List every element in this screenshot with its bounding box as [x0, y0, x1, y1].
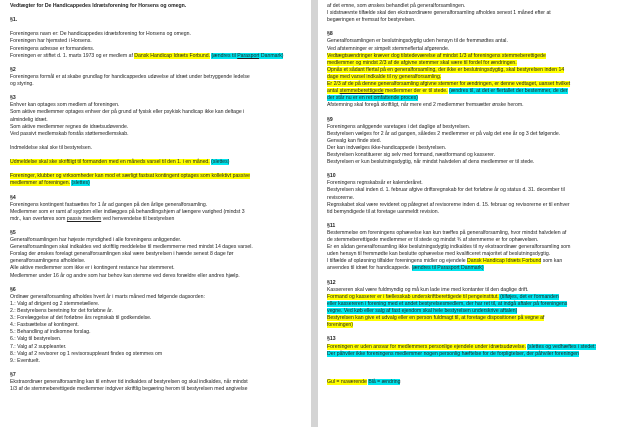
text-run: Bestyrelsen konstituerer sig selv med formand, næstformand og kasserer.	[327, 151, 496, 158]
text-run: Bestyrelsen vælges for 2 år ad gangen, således 2 medlemmer er på valg det ene år og 3 det følgende.	[327, 130, 561, 137]
document-line	[327, 230, 629, 237]
document-line	[10, 379, 303, 386]
text-run: begæringen er fremsat for bestyrelsen.	[327, 17, 416, 24]
text-run: Gul = nuværende	[327, 378, 367, 385]
document-line	[327, 67, 629, 74]
document-line	[327, 251, 629, 258]
text-run: Opnås et sådant flertal på en generalforsamling, der ikke er beslutningsdygtig, skal bestyrelsen inden 14	[327, 66, 565, 73]
section-heading: §7	[10, 371, 16, 378]
document-line	[327, 187, 629, 194]
document-line	[10, 145, 303, 152]
text-run: revisorerne.	[327, 194, 355, 201]
blank-line	[327, 365, 629, 372]
text-run: eller kassereren i forening med et andet bestyrelsesmedlem, der har ret til, at indgå aftaler på foreningens	[327, 300, 568, 307]
text-run: Forslag der ønskes forelagt generalforsamlingen skal være bestyrelsen i hænde senest 8 dage før	[10, 251, 234, 258]
text-run: Foreningen har hjemsted i Horsens.	[10, 38, 92, 45]
text-run: Foreningens formål er at skabe grundlag for handicappedes udøvelse af idræt under betryggende ledelse	[10, 73, 250, 80]
document-line	[327, 46, 629, 53]
document-line	[10, 81, 303, 88]
text-run: 9.: Eventuelt.	[10, 357, 41, 364]
text-run: I tilfælde af opløsning tilfalder foreningens midler og ejendele	[327, 258, 468, 265]
document-line	[10, 244, 303, 251]
document-line	[327, 102, 629, 109]
text-run: de stemmeberettigede medlemmer er til stede og mindst ¾ af stemmerne er for ophævelsen.	[327, 237, 539, 244]
section-heading: §10	[327, 173, 336, 180]
blank-line	[327, 166, 629, 173]
section-heading: §5	[10, 230, 16, 236]
document-line	[10, 109, 303, 116]
document-line	[327, 195, 629, 202]
document-line	[327, 322, 629, 329]
text-run: Blå = ændring	[368, 378, 401, 385]
text-run: Indmeldelse skal ske til bestyrelsen.	[10, 144, 93, 151]
text-run: Som aktive medlemmer optages enhver der på grund af fysisk eller psykisk handicap ikke kan deltage i	[10, 109, 245, 116]
document-line	[327, 294, 629, 301]
section-heading: §4	[10, 194, 16, 201]
document-line	[10, 301, 303, 308]
document-line	[327, 38, 629, 45]
text-run: Genvalg kan finde sted.	[327, 137, 382, 144]
document-line	[10, 131, 303, 138]
document-line	[327, 301, 629, 308]
document-line	[10, 230, 303, 237]
blank-line	[10, 24, 303, 31]
text-run: Formand og kasserer er i fællesskab underskriftberettigede til pengeinstitut.	[327, 293, 499, 300]
text-run: Foreninger, klubber og virksomheder kan mod et særligt fastsat kontingent optages som kollektivt passive	[10, 173, 251, 180]
text-run: uden hensyn til fremmødte kan beslutte ophævelse med kvalificeret majoritet af beslutningsdygtig.	[327, 251, 551, 258]
text-run: ved henvendelse til bestyrelsen	[101, 215, 175, 222]
document-line	[10, 67, 303, 74]
document-line	[10, 258, 303, 265]
document-page-left	[0, 0, 311, 427]
document-line	[10, 173, 303, 180]
text-run: Dansk Handicap Idræts Forbund	[467, 258, 542, 265]
document-line	[327, 138, 629, 145]
text-run: almindelig idræt.	[10, 116, 48, 123]
document-line	[10, 216, 303, 223]
blank-line	[327, 109, 629, 116]
document-line	[327, 351, 629, 358]
text-run: Generalforsamlingen er beslutningsdygtig uden hensyn til de fremmødtes antal.	[327, 38, 508, 45]
text-run: anvendes til idræt for handicappede.	[327, 265, 412, 272]
text-run: (ændres til	[211, 52, 238, 59]
blank-line	[327, 358, 629, 365]
text-run: Der påhviler ikke foreningens medlemmer nogen personlig hæftelse for de forpligtelser, der påhviler foreningen	[327, 350, 580, 357]
text-run: Ved afstemninger er simpelt stemmeflertal afgørende.	[327, 45, 450, 52]
text-run: og styring.	[10, 81, 34, 88]
document-line	[10, 31, 303, 38]
document-line	[327, 258, 629, 265]
blank-line	[327, 216, 629, 223]
text-run: Foreningens navn er: De handicappedes idrætsforening for Horsens og omegn.	[10, 31, 191, 38]
document-line	[10, 202, 303, 209]
text-run: (slettes)	[211, 159, 230, 166]
document-line	[327, 10, 629, 17]
document-line	[10, 95, 303, 102]
text-run: Ved passivt medlemskab forstås støttemedlemskab.	[10, 130, 129, 137]
text-run: vegne. Ved køb eller salg af fast ejendom skal hele bestyrelsen underskrive aftalen)	[327, 308, 518, 315]
blank-line	[10, 365, 303, 372]
document-line	[327, 159, 629, 166]
text-run: Bestyrelsen er kun beslutningsdygtig, når mindst halvdelen af dens medlemmer er til stede.	[327, 159, 535, 166]
blank-line	[327, 273, 629, 280]
document-line	[10, 287, 303, 294]
document-line	[10, 159, 303, 166]
text-run: Der kan indvælges ikke-handicappede i bestyrelsen.	[327, 144, 447, 151]
text-run: (ændres til, at det er flertallet der bestemmer, de der	[449, 88, 568, 95]
blank-line	[10, 152, 303, 159]
document-line	[327, 60, 629, 67]
document-line	[10, 329, 303, 336]
document-line	[10, 38, 303, 45]
document-line	[10, 351, 303, 358]
document-line	[327, 53, 629, 60]
text-run: Foreningens regnskabsår er kalenderåret.	[327, 180, 423, 187]
blank-line	[10, 223, 303, 230]
blank-line	[10, 60, 303, 67]
blank-line	[327, 329, 629, 336]
document-page-right	[318, 0, 635, 427]
document-line	[327, 223, 629, 230]
document-line	[327, 117, 629, 124]
document-line	[10, 209, 303, 216]
text-run: 4.: Fastsættelse af kontingent.	[10, 322, 79, 329]
text-run: medlemmer der er til stede.	[383, 88, 448, 95]
document-line	[10, 46, 303, 53]
text-run: Foreningen er stiftet d. 1. marts 1973 og er medlem af	[10, 52, 135, 59]
document-line	[327, 131, 629, 138]
text-run: 6.: Valg til bestyrelsen.	[10, 336, 62, 343]
section-heading: §11	[327, 222, 336, 229]
text-run: Generalforsamlingen har højeste myndighed i alle foreningens anliggender.	[10, 237, 182, 244]
section-heading: §13	[327, 336, 336, 343]
text-run: der står nu er en ret omfattende proces)	[327, 95, 418, 102]
document-line	[327, 202, 629, 209]
blank-line	[327, 24, 629, 31]
text-run: (tilføjes, det er formanden	[498, 293, 559, 300]
text-run: som kan	[541, 258, 563, 265]
document-line	[10, 273, 303, 280]
text-run: Foreningens kontingent fastsættes for 1 år ad gangen på den årlige generalforsamling.	[10, 201, 208, 208]
text-run: tid bemyndigede til at foretage uanmeldt revision.	[327, 208, 440, 215]
document-line	[10, 315, 303, 322]
blank-line	[10, 88, 303, 95]
blank-line	[10, 10, 303, 17]
text-run: medlemmer af foreningen.	[10, 180, 71, 187]
section-heading: §9	[327, 116, 333, 123]
text-run: Udmeldelse skal ske skriftligt til formanden med en måneds varsel til den 1. i en måned.	[10, 159, 210, 166]
text-run: Danmark)	[259, 52, 284, 59]
document-line	[10, 336, 303, 343]
text-run: Kassereren skal være fuldmyndig og må kun lade ime med kontanter til den daglige drift.	[327, 286, 529, 293]
blank-line	[10, 187, 303, 194]
blank-line	[10, 138, 303, 145]
document-line	[327, 336, 629, 343]
blank-line	[10, 280, 303, 287]
section-heading: §12	[327, 279, 336, 286]
text-run: generalforsamlingens afholdelse.	[10, 258, 86, 265]
section-heading: §3	[10, 95, 16, 102]
text-run: (ændres til Parasport Danmark)	[411, 265, 484, 272]
text-run: 5.: Behandling af indkomne forslag.	[10, 329, 91, 336]
text-run: af det emne, som ønskes behandlet på generalforsamlingen.	[327, 3, 466, 9]
document-line	[10, 117, 303, 124]
text-run: Regnskabet skal være revideret og påtegnet af revisorerne inden d. 15. februar og revisorerne er til enhver	[327, 201, 570, 208]
text-run: Er 2/3 af de på denne generalforsamling afgivne stemmer for ændringen, er denne vedtaget, uanset hvilket	[327, 81, 571, 88]
text-run: Bestyrelsen skal inden d. 1. februar afgive driftsregnskab for det forløbne år og status d. 31. december til	[327, 187, 565, 194]
text-run: mdr., kan overføres som	[10, 215, 67, 222]
text-run: 7.: Valg af 2 suppleanter.	[10, 343, 67, 350]
text-run: passiv medlem	[66, 215, 102, 222]
document-line	[10, 74, 303, 81]
document-line	[327, 124, 629, 131]
text-run: Parasport	[237, 52, 260, 59]
text-run: 1.: Valg af dirigent og 2 stemmetællere.	[10, 300, 100, 307]
text-run: dage med varsel indkalde til ny generalforsamling.	[327, 73, 442, 80]
document-line	[10, 180, 303, 187]
document-line	[10, 344, 303, 351]
document-line	[327, 280, 629, 287]
text-run: Generalforsamlingen skal indkaldes ved skriftlig meddelelse til medlemmerne med mindst 14 dages varsel.	[10, 244, 253, 251]
blank-line	[327, 372, 629, 379]
text-run: medlemmer og mindst 2/3 af de afgivne stemmer skal være til fordel for ændringen.	[327, 59, 517, 66]
section-heading: §2	[10, 66, 16, 73]
text-run: Er en sådan generalforsamling ikke beslutningsdygtig indkaldes til ny ekstraordinær generalforsamling som	[327, 244, 571, 251]
text-run: Som aktive medlemmer regnes de idrætsudøvende.	[10, 123, 129, 130]
text-run: Dansk Handicap Idræts Forbund.	[134, 52, 211, 59]
document-line	[327, 152, 629, 159]
document-line	[327, 315, 629, 322]
text-run: 2.: Bestyrelsens beretning for det forløbne år.	[10, 308, 113, 315]
text-run: stemmeberettigede	[339, 88, 384, 95]
text-run: Enhver kan optages som medlem af foreningen.	[10, 102, 120, 109]
section-heading: §6	[10, 286, 16, 293]
blank-line	[10, 166, 303, 173]
text-run: Ordinær generalforsamling afholdes hvert år i marts måned med følgende dagsorden:	[10, 293, 205, 300]
document-line	[327, 265, 629, 272]
text-run: 3.: Forelæggelse af det forløbne års regnskab til godkendelse.	[10, 315, 152, 322]
text-run: foreningen)	[327, 322, 354, 329]
document-line	[327, 379, 629, 386]
page-separator	[311, 0, 318, 427]
document-line	[327, 145, 629, 152]
text-run: 8.: Valg af 2 revisorer og 1 revisorsuppleant findes og stemmes om	[10, 350, 163, 357]
document-line	[10, 358, 303, 365]
text-run: Foreningen er uden ansvar for medlemmers personlige ejendele under idrætsudøvelse.	[327, 343, 526, 350]
document-line	[327, 74, 629, 81]
document-line	[327, 17, 629, 24]
document-line	[327, 244, 629, 251]
document-line	[10, 265, 303, 272]
document-line	[327, 81, 629, 88]
text-run: Bestemmelse om foreningens ophævelse kan kun træffes på generalforsamling, hvor mindst halvdelen af	[327, 230, 567, 236]
document-line	[10, 124, 303, 131]
text-run: (slettes og vedhæftes i stedet:	[527, 343, 596, 350]
document-line	[10, 237, 303, 244]
text-run: Ekstraordinær generalforsamling kan til enhver tid indkaldes af bestyrelsen og skal indkaldes, når mindst	[10, 378, 248, 385]
text-run: Medlemmer som er ramt af sygdom eller indlægges på behandlingshjem af længere varighed (mindst 3	[10, 208, 245, 215]
document-line	[10, 3, 303, 10]
text-run: I sidstnævnte tilfælde skal den ekstraordinære generalforsamling afholdes senest 1 måned efter at	[327, 10, 551, 17]
document-line	[327, 287, 629, 294]
document-line	[10, 195, 303, 202]
text-run: Medlemmer under 16 år og andre som har behov kan stemme ved deres forældre eller andres hjælp.	[10, 272, 240, 279]
text-run: 1/3 af de stemmeberettigede medlemmer indgiver skriftlig begæring herom til bestyrelsen med angivelse	[10, 386, 248, 393]
document-line	[10, 294, 303, 301]
text-run: Bestyrelsen kan give et udvalg eller en person fuldmagt til, at foretage dispositioner på vegne af	[327, 315, 545, 322]
document-line	[10, 53, 303, 60]
text-run: Afstemning skal foregå skriftligt, når mere end 2 medlemmer fremsætter ønske herom.	[327, 102, 524, 109]
text-run: (slettes)	[71, 180, 90, 187]
text-run: Alle aktive medlemmer som ikke er i kontingent restance har stemmeret.	[10, 265, 175, 272]
document-line	[327, 344, 629, 351]
document-line	[10, 372, 303, 379]
section-heading: §1.	[10, 17, 18, 24]
document-line	[10, 17, 303, 24]
document-title: Vedtægter for De Handicappedes Idrætsforening for Horsens og omegn.	[10, 3, 187, 9]
document-line	[10, 251, 303, 258]
document-line	[10, 386, 303, 393]
text-run: Foreningens anliggende varetages i det daglige af bestyrelsen.	[327, 123, 471, 130]
text-run: antal	[327, 88, 340, 95]
document-line	[327, 209, 629, 216]
document-line	[327, 31, 629, 38]
section-heading: §8	[327, 31, 333, 38]
text-run: Foreningens adresse er formandens.	[10, 45, 95, 52]
text-run: Vedtægtsændringer kræver dog tilstedeværelse af mindst 1/3 af foreningens stemmeberettigede	[327, 52, 546, 59]
document-line	[10, 322, 303, 329]
